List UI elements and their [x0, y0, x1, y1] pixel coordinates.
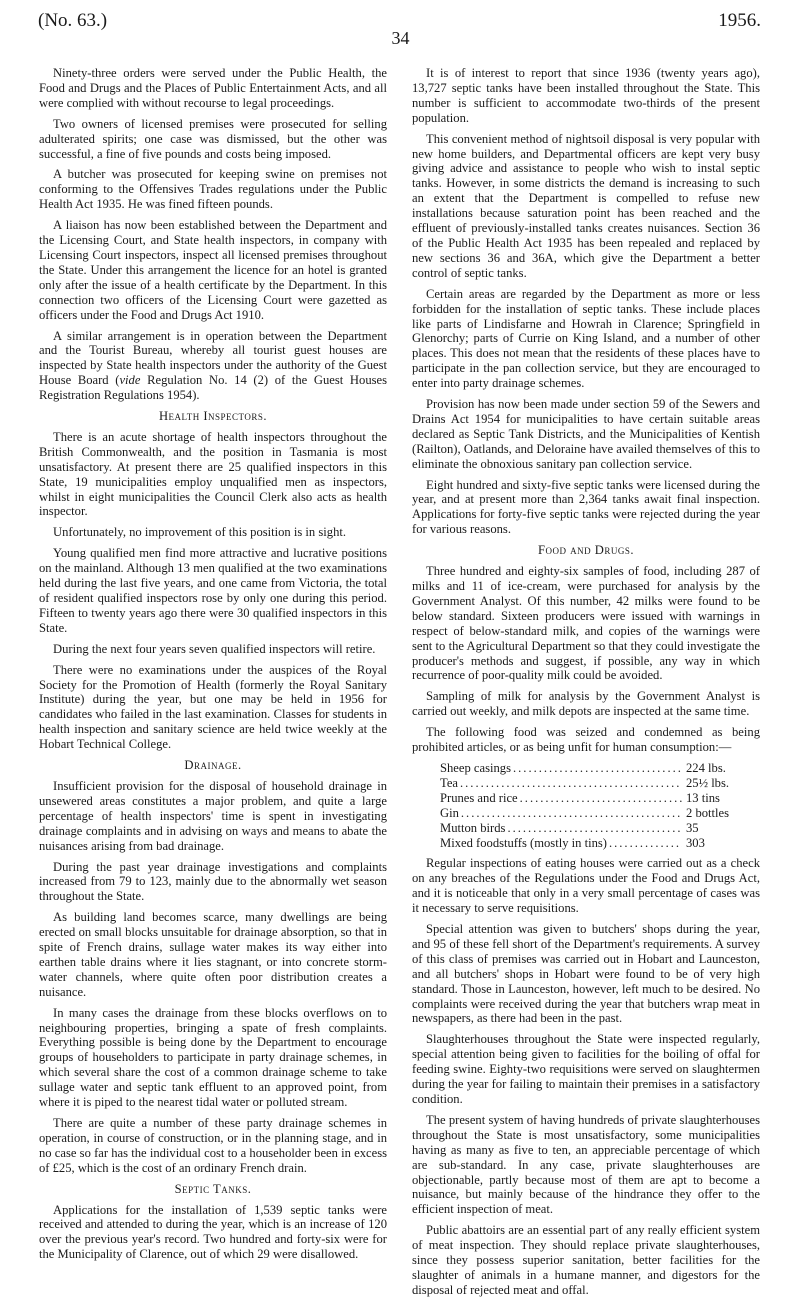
paragraph: A butcher was prosecuted for keeping swine on premises not conforming to the Offensives Trades regulations under the Public Health Act 1935. He was fined fifteen pounds. [39, 167, 387, 212]
paragraph: Insufficient provision for the disposal of household drainage in unsewered areas constitutes a major problem, and quite a large percentage of health inspectors' time is spent in investigating drainage complaints and in advising on ways and means to abate the nuisances arising from bad drainage. [39, 778, 387, 853]
item-quantity: 25½ lbs. [686, 775, 730, 790]
text-italic: vide [119, 373, 141, 388]
paragraph: Two owners of licensed premises were prosecuted for selling adulterated spirits; one case was dismissed, but the other was successful, a fine of five pounds and costs being imposed. [39, 116, 387, 161]
section-heading-septic-tanks: Septic Tanks. [174, 1181, 252, 1196]
section-heading-drainage: Drainage. [184, 758, 242, 773]
paragraph: Ninety-three orders were served under the Public Health, the Food and Drugs and the Places of Public Entertainment Acts, and all were complied with without recourse to legal proceedings. [39, 66, 387, 110]
list-item [412, 776, 760, 791]
paragraph: Three hundred and eighty-six samples of food, including 287 of milks and 11 of ice-cream, were purchased for analysis by the Government Analyst. Of this number, 42 milks were found to be below standard. Sixteen producers were issued with warnings in respect of below-standard milk, and copies of the warnings were sent to the Agricultural Department so that they could investigate the producer's methods and suggest, if possible, any way in which recurrence of poor-quality milk could be avoided. [412, 564, 760, 683]
paragraph: The following food was seized and condemned as being prohibited articles, or as being unfit for human consumption:— [412, 725, 760, 755]
paragraph: Special attention was given to butchers' shops during the year, and 95 of these fell short of the Department's requirements. A survey of this class of premises was carried out in Hobart and Launceston, and all butchers' shops in Hobart were found to be of very high standard. Those in Launceston, however, left much to be desired. No complaints were received during the year that butchers wrap meat in newspapers, as there had been in the past. [412, 922, 760, 1026]
paragraph: During the next four years seven qualified inspectors will retire. [53, 641, 376, 656]
paragraph: It is of interest to report that since 1936 (twenty years ago), 13,727 septic tanks have been installed throughout the State. This number is sufficient to accommodate two-thirds of the present population. [412, 66, 760, 125]
paragraph: The present system of having hundreds of private slaughterhouses throughout the State is most unsatisfactory, some municipalities having as many as five to ten, an appreciable percentage of which are sub-standard. In any case, private slaughterhouses are objectionable, partly because most of them are apt to become a nuisance, but mainly because of the hindrance they offer to the efficient inspection of meat. [412, 1112, 760, 1217]
paragraph: There were no examinations under the auspices of the Royal Society for the Promotion of Health (formerly the Royal Sanitary Institute) during the year, but one may be held in 1956 for candidates who failed in the last examination. Classes for students in health inspection and sanitary science are held twice weekly at the Hobart Technical College. [39, 662, 387, 752]
page-number: 34 [391, 28, 410, 48]
section-heading-health-inspectors: Health Inspectors. [158, 409, 268, 424]
paragraph: As building land becomes scarce, many dwellings are being erected on small blocks unsuitable for drainage absorption, so that in spite of French drains, sullage water makes its way either into earthen table drains where it lies stagnant, or into concrete storm-water channels, where quite often poor distribution creates a nuisance. [39, 910, 387, 999]
list-item [412, 821, 760, 836]
paragraph: A liaison has now been established between the Department and the Licensing Court, and State health inspectors, in company with Licensing Court inspectors, inspect all licensed premises throughout the State. Under this arrangement the licence for an hotel is granted only after the issue of a health certificate by the Department. In this connection two officers of the Licensing Court were gazetted as officers under the Food and Drugs Act 1910. [39, 218, 387, 322]
report-year: 1956. [718, 10, 761, 31]
paragraph: Public abattoirs are an essential part of any really efficient system of meat inspection. They should replace private slaughterhouses, since they possess superior sanitation, better facilities for the slaughter of animals in a humane manner, and digestors for the disposal of rejected meat and offal. [412, 1223, 760, 1297]
paragraph: Slaughterhouses throughout the State were inspected regularly, special attention being given to facilities for the boiling of offal for feeding swine. Eighty-two requisitions were served on slaughtermen during the year for failing to maintain their premises in a satisfactory condition. [412, 1032, 760, 1106]
paragraph: There are quite a number of these party drainage schemes in operation, in course of construction, or in the planning stage, and in no case so far has the individual cost to a householder been in excess of £25, which is the cost of an ordinary French drain. [39, 1116, 387, 1175]
list-item [412, 806, 760, 821]
paragraph: Eight hundred and sixty-five septic tanks were licensed during the year, and at present more than 2,364 tanks await final inspection. Applications for forty-five septic tanks were rejected during the year for various reasons. [412, 477, 760, 537]
paragraph: Regular inspections of eating houses were carried out as a check on any breaches of the Regulations under the Food and Drugs Act, and it is noticeable that only in a very small percentage of cases was it necessary to serve requisitions. [412, 856, 760, 916]
report-number: (No. 63.) [38, 10, 108, 31]
item-quantity: 13 tins [686, 790, 720, 805]
list-item [412, 791, 760, 806]
paragraph: Provision has now been made under section 59 of the Sewers and Drains Act 1954 for municipalities to have certain suitable areas declared as Septic Tank Districts, and the Municipalities of Kentish (Railton), Oatlands, and Deloraine have availed themselves of this to eliminate the obnoxious sanitary pan collection service. [412, 397, 760, 471]
item-name: Tea [440, 775, 458, 790]
leader-dots [607, 836, 682, 851]
list-item [412, 836, 760, 851]
condemned-food-list [412, 761, 760, 850]
right-column [412, 66, 760, 1304]
paragraph: Unfortunately, no improvement of this position is in sight. [53, 525, 347, 540]
paragraph: Certain areas are regarded by the Department as more or less forbidden for the installation of septic tanks. These include places like parts of Lindisfarne and Howrah in Clarence; Springfield in Glenorchy; parts of Currie on King Island, and a number of other places. This does not mean that the residents of these places have to participate in the pan collection service, but they are encouraged to enter into party drainage schemes. [412, 286, 760, 391]
section-heading-food-and-drugs: Food and Drugs. [537, 543, 635, 558]
leader-dots [505, 821, 682, 836]
list-item [412, 761, 760, 776]
paragraph: Young qualified men find more attractive and lucrative positions on the mainland. Although 13 men qualified at the two examinations held during the last five years, and one came from Victoria, the total of resident qualified inspectors rose by only one during this period. Fifteen to twenty years ago there were 30 qualified inspectors in this State. [39, 546, 387, 635]
item-name: Sheep casings [440, 760, 511, 775]
leader-dots [459, 806, 682, 821]
paragraph: This convenient method of nightsoil disposal is very popular with new home builders, and Departmental officers are kept very busy giving advice and assistance to people who wish to instal septic tanks. However, in some districts the demand is increasing to such an extent that the Department is compelled to refuse new installations because saturation point has been reached and the effluent of previously-installed tanks creates nuisances. Section 36 of the Public Health Act 1935 has been repealed and replaced by new sections 36 and 36A, which give the Department a better control of septic tanks. [412, 131, 760, 280]
paragraph: There is an acute shortage of health inspectors throughout the British Commonwealth, and the position in Tasmania is most unsatisfactory. At present there are 25 qualified inspectors in this State, 19 municipalities employ unqualified men as inspectors, whilst in eight municipalities the Council Clerk also acts as health inspector. [39, 429, 387, 519]
item-quantity: 224 lbs. [686, 760, 726, 775]
item-name: Gin [440, 805, 459, 820]
item-name: Mixed foodstuffs (mostly in tins) [440, 835, 607, 850]
item-name: Prunes and rice [440, 790, 518, 805]
item-name: Mutton birds [440, 820, 506, 835]
item-quantity: 303 [686, 835, 705, 850]
leader-dots [458, 776, 682, 791]
paragraph: During the past year drainage investigations and complaints increased from 79 to 123, mainly due to the abnormally wet season throughout the State. [39, 859, 387, 904]
item-quantity: 35 [686, 820, 699, 835]
text-span: Regulation No. 14 (2) of the Guest Houses Registration Regulations 1954). [39, 373, 388, 403]
paragraph: In many cases the drainage from these blocks overflows on to neighbouring properties, bringing a spate of fresh complaints. Everything possible is being done by the Department to encourage groups of householders to participate in party drainage schemes, in which several share the cost of a common drainage scheme to take sullage water and septic tank effluent to an approved point, from where it is piped to the nearest tidal water or polluted stream. [39, 1005, 387, 1110]
text-span: A similar arrangement is in operation between the Department and the Tourist Bureau, whereby all tourist guest houses are inspected by State health inspectors under the authority of the Guest House Board ( [39, 328, 387, 388]
leader-dots [511, 761, 682, 776]
paragraph: Sampling of milk for analysis by the Government Analyst is carried out weekly, and milk depots are inspected at the same time. [412, 689, 760, 719]
item-quantity: 2 bottles [686, 805, 730, 820]
leader-dots [518, 791, 682, 806]
left-column [39, 66, 387, 1268]
paragraph: Applications for the installation of 1,539 septic tanks were received and attended to during the year, which is an increase of 120 over the previous year's record. Two hundred and forty-six were for the Municipality of Clarence, out of which 29 were disallowed. [39, 1202, 387, 1262]
paragraph [39, 329, 387, 404]
